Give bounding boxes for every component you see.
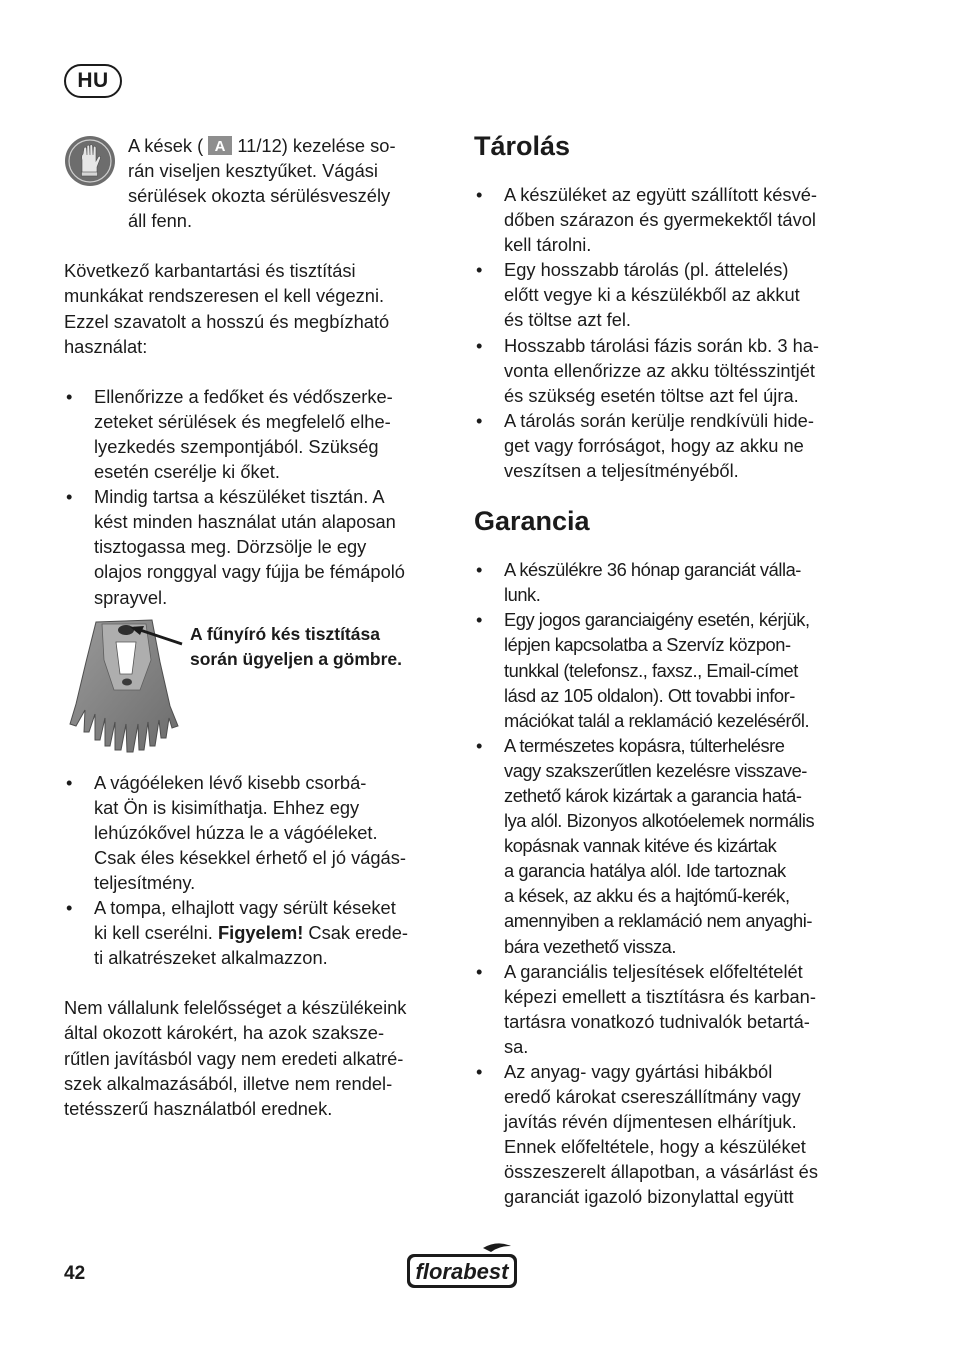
- list-item-line: Ennek előfeltétele, hogy a készüléket: [504, 1136, 806, 1158]
- maintenance-list: [64, 384, 454, 610]
- list-item-line: zeteket sérülések és megfelelő elhe-: [94, 410, 391, 432]
- list-item-line: Hosszabb tárolási fázis során kb. 3 ha-: [504, 334, 819, 356]
- list-item-line: A készüléket az együtt szállított késvé-: [504, 184, 817, 205]
- intro-line: munkákat rendszeresen el kell végezni.: [64, 285, 385, 307]
- list-item: [474, 182, 874, 257]
- list-item: [474, 408, 874, 483]
- list-item: [474, 257, 874, 332]
- list-item-line: lyezkedés szempontjából. Szükség: [94, 435, 379, 457]
- list-item-line: vonta ellenőrizze az akku töltésszintjét: [504, 359, 815, 381]
- list-item-line: Egy jogos garanciaigény esetén, kérjük,: [504, 609, 810, 631]
- list-item-line: a kések, az akku és a hajtómű-kerék,: [504, 885, 790, 907]
- list-item-line: A vágóéleken lévő kisebb csorbá-: [94, 771, 367, 793]
- intro-line: Következő karbantartási és tisztítási: [64, 260, 356, 282]
- figure-caption-line: A fűnyíró kés tisztítása: [190, 623, 380, 644]
- list-item-line: lásd az 105 oldalon). Ott tovabbi infor-: [504, 684, 795, 706]
- figure-caption: [190, 622, 402, 756]
- storage-list: [474, 182, 874, 483]
- liability-line: rűtlen javításból vagy nem eredeti alkatré-: [64, 1047, 404, 1069]
- liability-line: által okozott károkért, ha azok szaksze-: [64, 1022, 385, 1044]
- list-item: [474, 557, 874, 607]
- list-item-line: és szükség esetén töltse azt fel újra.: [504, 384, 799, 406]
- list-item: [64, 384, 454, 484]
- intro-paragraph: [64, 258, 454, 358]
- language-badge: HU: [64, 64, 122, 98]
- list-item-line: Egy hosszabb tárolás (pl. áttelelés): [504, 259, 789, 281]
- list-item-line: olajos ronggyal vagy fújja be fémápoló: [94, 561, 405, 583]
- warranty-heading: Garancia: [474, 506, 590, 537]
- list-item-line: lehúzókővel húzza le a vágóéleket.: [94, 821, 378, 843]
- figure-ref-badge: [208, 136, 232, 155]
- list-item: [474, 733, 874, 959]
- glove-icon: [64, 135, 116, 187]
- intro-line: használat:: [64, 335, 148, 357]
- list-item-line: A természetes kopásra, túlterhelésre: [504, 734, 785, 756]
- list-item: [474, 959, 874, 1059]
- list-item: [474, 1059, 874, 1210]
- storage-heading: Tárolás: [474, 131, 571, 161]
- glove-warning-text: [128, 133, 396, 233]
- list-item-line: vagy szakszerűtlen kezelésre visszave-: [504, 759, 807, 781]
- liability-line: szek alkalmazásából, illetve nem rendel-: [64, 1072, 393, 1094]
- list-item-line: tartásra vonatkozó tudnivalók betartá-: [504, 1010, 810, 1032]
- list-item-line: get vagy forróságot, hogy az akku ne: [504, 434, 804, 456]
- warranty-list: [474, 557, 874, 1209]
- blade-illustration: [66, 618, 184, 756]
- logo-leaf: [483, 1243, 511, 1252]
- list-item-line: A készülékre 36 hónap garanciát válla-: [504, 559, 801, 581]
- list-item-line: veszítsen a teljesítményéből.: [504, 460, 739, 482]
- warning-line: rán viseljen kesztyűket. Vágási: [128, 160, 378, 182]
- liability-line: Nem vállalunk felelősséget a készülékeink: [64, 997, 407, 1019]
- list-item-line: bára vezethető vissza.: [504, 935, 676, 957]
- list-item: [474, 333, 874, 408]
- list-item-line: képezi emellett a tisztításra és karban-: [504, 985, 816, 1007]
- list-item-line: és töltse azt fel.: [504, 309, 632, 331]
- list-item: [64, 895, 454, 970]
- list-item-line: a garancia hatálya alól. Ide tartoznak: [504, 860, 786, 882]
- list-item-line: összeszerelt állapotban, a vásárlást és: [504, 1161, 818, 1183]
- list-item-line: dőben szárazon és gyermekektől távol: [504, 209, 816, 231]
- list-item-line: javítás révén díjmentesen elhárítjuk.: [504, 1111, 797, 1133]
- left-column: [64, 133, 454, 1121]
- list-item-line: kopásnak vannak kitéve és kizártak: [504, 835, 777, 857]
- list-item-line: kell tárolni.: [504, 234, 592, 256]
- figure-caption-line: során ügyeljen a gömbre.: [190, 648, 402, 669]
- warning-line-end: 11/12) kezelése so-: [237, 135, 396, 156]
- warning-line: áll fenn.: [128, 210, 193, 232]
- glove-warning: [64, 133, 454, 233]
- florabest-logo: [405, 1242, 519, 1290]
- logo-wordmark: florabest: [415, 1259, 509, 1284]
- list-item-line: eredő károkat csereszállítmány vagy: [504, 1086, 801, 1108]
- warning-line: sérülések okozta sérülésveszély: [128, 185, 391, 207]
- list-item-line: előtt vegye ki a készülékből az akkut: [504, 284, 800, 306]
- list-item-line: esetén cserélje ki őket.: [94, 461, 280, 483]
- list-item-line: kat Ön is kisimíthatja. Ehhez egy: [94, 796, 360, 818]
- list-item-line: ki kell cserélni.: [94, 922, 213, 944]
- list-item-line: Csak éles késekkel érhető el jó vágás-: [94, 846, 406, 868]
- page-number: 42: [64, 1263, 86, 1284]
- figure-ref-letter: A: [214, 138, 226, 155]
- blade-figure: [64, 618, 454, 756]
- list-item: [474, 607, 874, 732]
- list-item-line: tunkkal (telefonsz., faxsz., Email-címet: [504, 659, 798, 681]
- warning-line-start: A kések (: [128, 135, 204, 156]
- list-item-line: tisztogassa meg. Dörzsölje le egy: [94, 536, 367, 558]
- list-item-line: sprayvel.: [94, 586, 168, 608]
- attention-label: Figyelem!: [217, 922, 304, 944]
- list-item-line: kést minden használat után alaposan: [94, 511, 396, 533]
- list-item-line: lya alól. Bizonyos alkotóelemek normális: [504, 810, 815, 832]
- right-column: [474, 130, 874, 1210]
- liability-line: tetésszerű használatból erednek.: [64, 1097, 333, 1119]
- list-item-line: mációkat talál a reklamáció kezeléséről.: [504, 709, 810, 731]
- intro-line: Ezzel szavatolt a hosszú és megbízható: [64, 310, 390, 332]
- list-item-line: A tárolás során kerülje rendkívüli hide-: [504, 409, 814, 431]
- list-item-line: A garanciális teljesítések előfeltételét: [504, 960, 803, 982]
- list-item-line: sa.: [504, 1035, 529, 1057]
- list-item-line: garanciát igazoló bizonylattal együtt: [504, 1186, 794, 1208]
- list-item-line: Mindig tartsa a készüléket tisztán. A: [94, 486, 385, 508]
- list-item-line: lépjen kapcsolatba a Szervíz közpon-: [504, 634, 791, 656]
- list-item-line: ti alkatrészeket alkalmazzon.: [94, 947, 328, 969]
- list-item-line: lunk.: [504, 584, 541, 606]
- blade-care-list: [64, 770, 454, 971]
- list-item-line: teljesítmény.: [94, 871, 196, 893]
- list-item: [64, 484, 454, 609]
- list-item-line: A tompa, elhajlott vagy sérült késeket: [94, 897, 396, 919]
- list-item-line: amennyiben a reklamáció nem anyaghi-: [504, 910, 812, 932]
- list-item-line: Ellenőrizze a fedőket és védőszerke-: [94, 385, 393, 407]
- list-item-line: Az anyag- vagy gyártási hibákból: [504, 1061, 773, 1082]
- liability-paragraph: [64, 995, 454, 1120]
- list-item: [64, 770, 454, 895]
- list-item-line: Csak erede-: [308, 922, 408, 944]
- list-item-line: zethető károk kizártak a garancia hatá-: [504, 784, 802, 806]
